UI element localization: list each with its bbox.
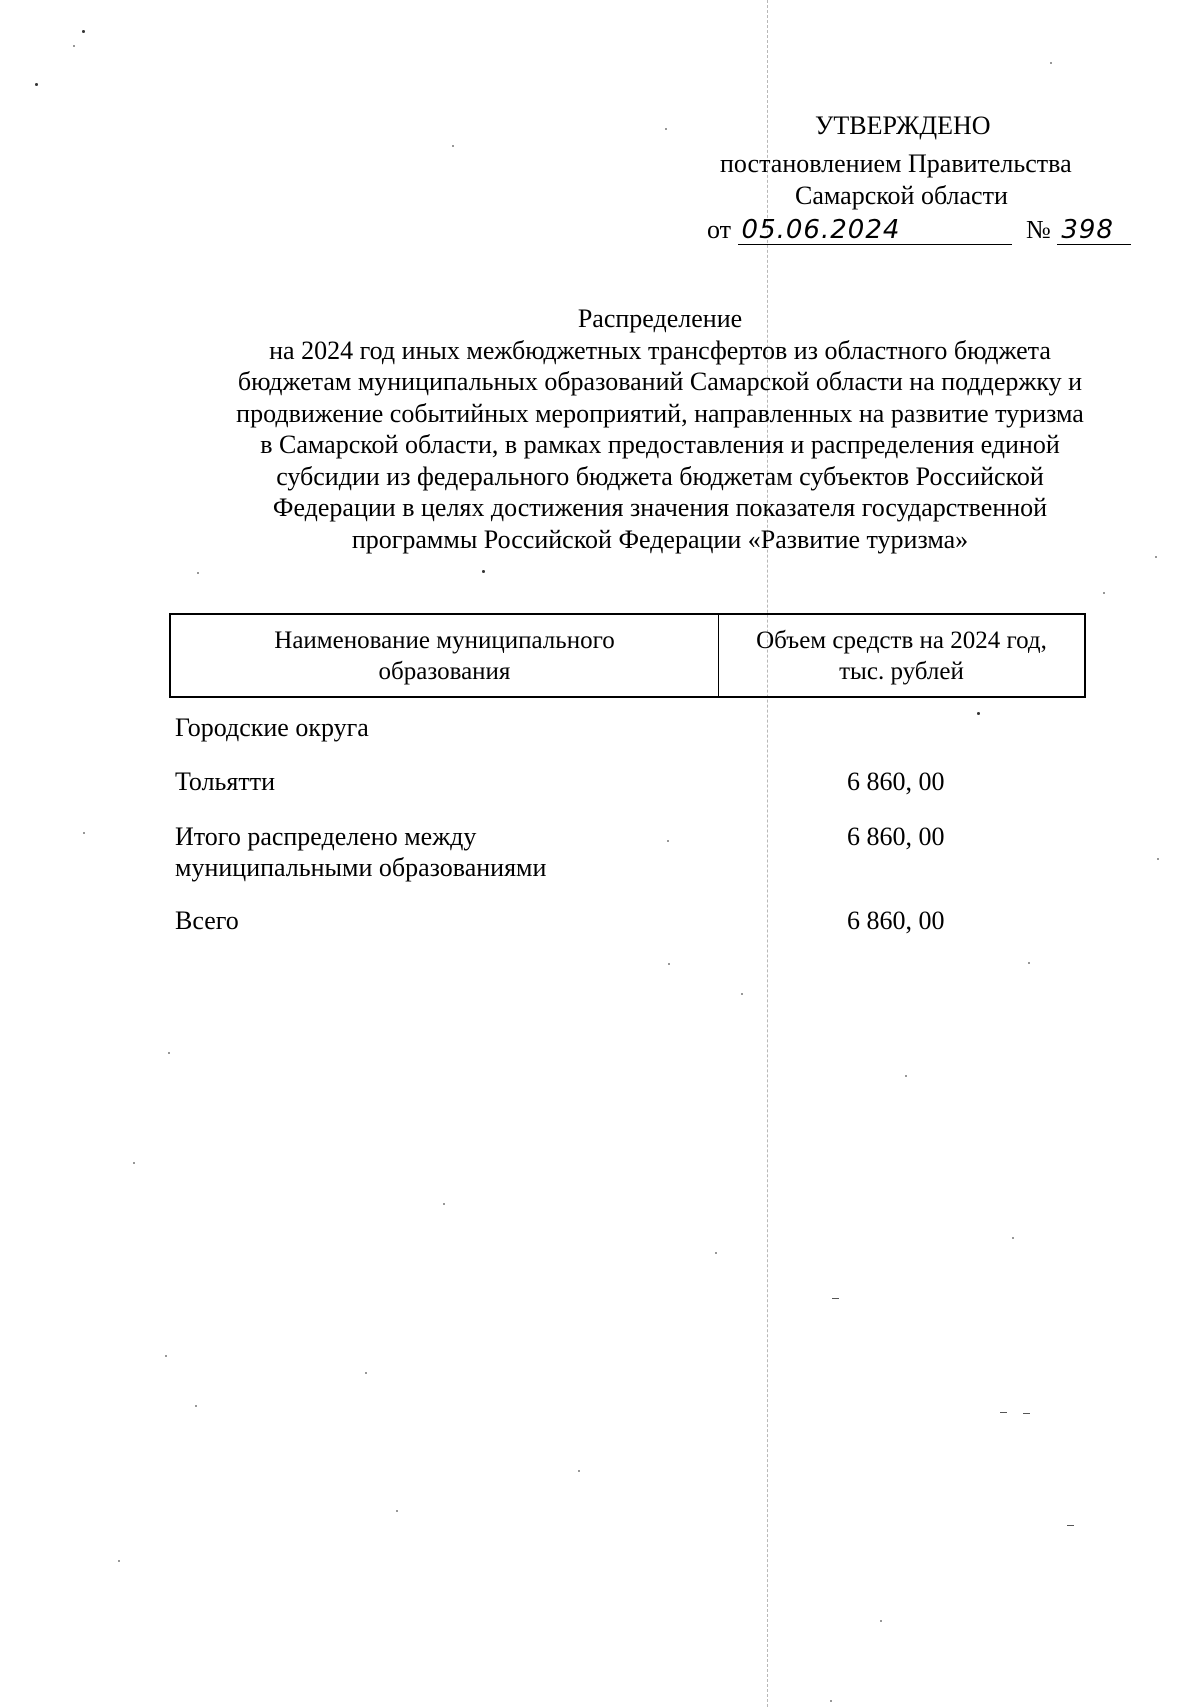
scan-speck (118, 1560, 120, 1562)
scan-speck (667, 840, 669, 842)
row-value: 6 860, 00 (847, 822, 945, 851)
scan-speck (1067, 1525, 1074, 1526)
scan-speck (396, 1510, 398, 1512)
scan-speck (1012, 1237, 1014, 1239)
row-label: Всего (175, 906, 239, 935)
title-line: субсидии из федерального бюджета бюджетам субъектов Российской (276, 461, 1044, 491)
scan-speck (83, 832, 85, 834)
approval-line-2: Самарской области (795, 181, 1008, 210)
scan-speck (977, 712, 980, 715)
column-header-municipality (171, 615, 719, 696)
scan-speck (741, 993, 743, 995)
row-value: 6 860, 00 (847, 906, 945, 935)
scan-speck (880, 1620, 882, 1622)
scan-speck (578, 1470, 580, 1472)
row-label-line: Итого распределено между (175, 822, 477, 851)
title-line: Федерации в целях достижения значения показателя государственной (272, 493, 1048, 522)
row-label (175, 821, 546, 883)
row-label-line: муниципальными образованиями (175, 853, 547, 882)
scan-speck (365, 1372, 367, 1374)
title-line: в Самарской области, в рамках предоставления и распределения единой (260, 430, 1060, 459)
scan-speck (832, 1298, 839, 1299)
number-prefix: № (1026, 215, 1051, 244)
column-header-amount (719, 615, 1084, 696)
scan-speck (1050, 62, 1052, 64)
row-label: Городские округа (175, 713, 369, 742)
scan-speck (905, 1075, 907, 1077)
scan-speck (1155, 556, 1157, 558)
handwritten-date: 05.06.2024 (738, 216, 1012, 245)
header-text: тыс. рублей (839, 657, 964, 685)
header-text: Наименование муниципального (274, 626, 615, 654)
scan-speck (35, 83, 38, 86)
title-line: на 2024 год иных межбюджетных трансфертов из областного бюджета (269, 335, 1051, 365)
scan-speck (1103, 592, 1105, 594)
title-line: программы Российской Федерации «Развитие туризма» (351, 524, 969, 554)
scan-speck (197, 572, 199, 574)
scan-speck (443, 1203, 445, 1205)
fold-line (767, 0, 768, 1707)
scan-speck (195, 1405, 197, 1407)
scan-speck (715, 1252, 717, 1254)
title-heading: Распределение (577, 304, 743, 333)
title-line: бюджетам муниципальных образований Самарской области на поддержку и (237, 367, 1083, 396)
header-text: образования (378, 657, 511, 685)
row-value: 6 860, 00 (847, 767, 945, 796)
scan-speck (1023, 1413, 1030, 1414)
row-label: Тольятти (175, 767, 276, 796)
scan-speck (452, 145, 454, 147)
scan-speck (168, 1052, 170, 1054)
scan-speck (1028, 962, 1030, 964)
table-header (169, 613, 1086, 698)
scan-speck (1000, 1412, 1007, 1413)
scan-speck (665, 128, 667, 130)
scan-speck (165, 1355, 167, 1357)
handwritten-number: 398 (1057, 216, 1131, 245)
scan-speck (133, 1162, 135, 1164)
scan-speck (1157, 858, 1159, 860)
date-prefix: от (707, 215, 732, 244)
scan-speck (73, 45, 75, 47)
title-line: продвижение событийных мероприятий, направленных на развитие туризма (236, 398, 1084, 428)
scan-speck (668, 963, 670, 965)
approval-line-1: постановлением Правительства (720, 149, 1072, 178)
approval-title: УТВЕРЖДЕНО (815, 111, 991, 140)
scan-speck (482, 570, 485, 573)
approval-date-line (707, 214, 1131, 245)
document-title (165, 303, 1155, 555)
scan-speck (830, 1700, 832, 1702)
scan-speck (82, 30, 85, 33)
header-text: Объем средств на 2024 год, (756, 626, 1047, 654)
